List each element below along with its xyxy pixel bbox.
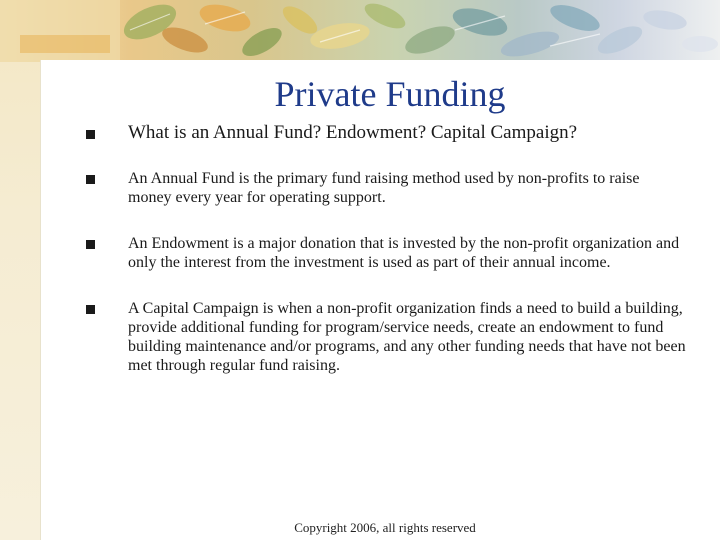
- bullet-item-annual-fund: [86, 169, 686, 207]
- slide-title: Private Funding: [274, 74, 506, 114]
- bullet-text: A Capital Campaign is when a non-profit organization finds a need to build a building, provide additional funding for program/service needs, create an endowment to fund building maintenance and/or programs, and any other funding needs that have not been met through regular fund raising.: [128, 300, 686, 374]
- painted-leaves-banner: [0, 0, 720, 62]
- bullet-item-capital-campaign: [86, 299, 686, 375]
- bullet-text: What is an Annual Fund? Endowment? Capital Campaign?: [128, 122, 578, 143]
- bullet-item-endowment: [86, 234, 686, 272]
- square-bullet-icon: [86, 240, 95, 249]
- left-decorative-strip: [0, 0, 40, 540]
- square-bullet-icon: [86, 305, 95, 314]
- square-bullet-icon: [86, 175, 95, 184]
- square-bullet-icon: [86, 130, 95, 139]
- bullet-text: An Endowment is a major donation that is invested by the non-profit organization and only the interest from the investment is used as part of their annual income.: [128, 235, 680, 271]
- copyright-footer: Copyright 2006, all rights reserved: [294, 520, 476, 535]
- bullet-item-question: [86, 122, 686, 144]
- bullet-text: An Annual Fund is the primary fund raising method used by non-profits to raise money every year for operating support.: [128, 170, 640, 206]
- bullet-list: [86, 122, 686, 375]
